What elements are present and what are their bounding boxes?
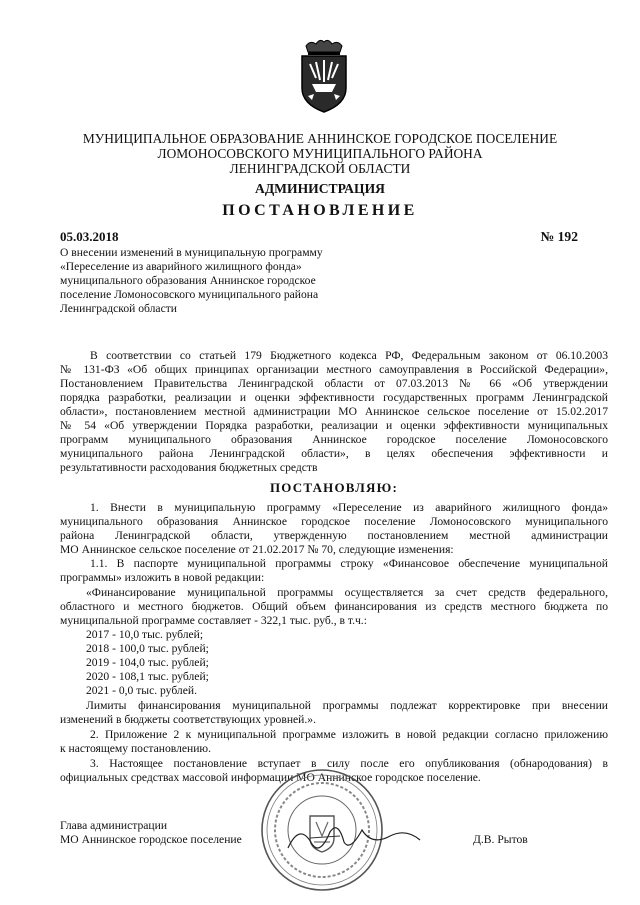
preamble-line: области», постановлением местной администрации МО Аннинское сельское поселение от 15.02.2017: [60, 405, 608, 418]
year-item: 2021 - 0,0 тыс. рублей.: [86, 684, 197, 697]
year-item: 2020 - 108,1 тыс. рублей;: [86, 670, 209, 683]
item-1-line: 1. Внести в муниципальную программу «Переселение из аварийного жилищного фонда»: [90, 501, 608, 514]
item-2-line: 2. Приложение 2 к муниципальной программе изложить в новой редакции согласно приложению: [90, 728, 608, 741]
document-date: 05.03.2018: [60, 229, 119, 244]
header-line-3: ЛЕНИНГРАДСКОЙ ОБЛАСТИ: [229, 161, 411, 176]
item-1-1-line: программы» изложить в новой редакции:: [60, 571, 265, 584]
preamble-line: № 131-ФЗ «Об общих принципах организации местного самоуправления в Российской Федерации»,: [60, 363, 608, 376]
subject-line: муниципального образования Аннинское городское: [60, 274, 316, 287]
preamble-line: порядка разработки, реализации и оценки эффективности государственных программ Ленинградской: [60, 391, 608, 404]
limits-line: изменений в бюджеты соответствующих уровней.».: [60, 713, 316, 726]
financing-paragraph: [60, 586, 608, 628]
signatory-name: Д.В. Рытов: [473, 833, 528, 846]
administration-heading: АДМИНИСТРАЦИЯ: [255, 181, 385, 196]
subject-line: Ленинградской области: [60, 302, 177, 315]
preamble-line: № 54 «Об утверждении Порядка разработки, реализации и оценки эффективности муниципальных: [60, 419, 608, 432]
item-3-line: официальных средствах массовой информации МО Аннинское городское поселение.: [60, 771, 481, 784]
item-1-line: МО Аннинское сельское поселение от 21.02.2017 № 70, следующие изменения:: [60, 543, 454, 556]
item-3-line: 3. Настоящее постановление вступает в силу после его опубликования (обнародования) в: [90, 757, 608, 770]
item-2-line: к настоящему постановлению.: [60, 742, 211, 755]
document-title: ПОСТАНОВЛЕНИЕ: [222, 202, 418, 219]
year-item: 2018 - 100,0 тыс. рублей;: [86, 642, 209, 655]
coat-of-arms-emblem: [296, 38, 352, 114]
limits-paragraph: [60, 699, 608, 727]
financing-by-year-list: [86, 628, 386, 698]
item-1-paragraph: [60, 501, 608, 557]
signatory-position-line-1: Глава администрации: [60, 819, 168, 832]
year-item: 2019 - 104,0 тыс. рублей;: [86, 656, 209, 669]
item-2-paragraph: [60, 728, 608, 756]
header-line-1: МУНИЦИПАЛЬНОЕ ОБРАЗОВАНИЕ АННИНСКОЕ ГОРОДСКОЕ ПОСЕЛЕНИЕ: [82, 131, 558, 146]
subject-line: поселение Ломоносовского муниципального района: [60, 288, 319, 301]
preamble-line: результативности расходования бюджетных средств: [60, 461, 318, 474]
financing-line: муниципальной программе составляет - 322,1 тыс. руб., в т.ч.:: [60, 614, 367, 627]
preamble-line: Постановлением Правительства Ленинградской области от 07.03.2013 № 66 «Об утверждении: [60, 377, 608, 390]
limits-line: Лимиты финансирования муниципальной программы подлежат корректировке при внесении: [86, 699, 608, 712]
subject-line: О внесении изменений в муниципальную программу: [60, 246, 323, 259]
preamble-line: В соответствии со статьей 179 Бюджетного кодекса РФ, Федеральным законом от 06.10.2003: [90, 349, 608, 362]
subject-line: «Переселение из аварийного жилищного фонда»: [60, 260, 302, 273]
document-number: № 192: [540, 229, 578, 244]
year-item: 2017 - 10,0 тыс. рублей;: [86, 628, 204, 641]
financing-line: областного и местного бюджетов. Общий объем финансирования из средств местного бюджета по: [60, 600, 608, 613]
handwritten-signature: [280, 818, 430, 858]
document-subject: [60, 246, 360, 316]
item-1-1-paragraph: [60, 557, 608, 585]
item-1-line: муниципального образования Аннинское городское поселение Ломоносовского муниципального: [60, 515, 608, 528]
item-1-line: района Ленинградской области, утвержденную постановлением местной администрации: [60, 529, 608, 542]
signatory-position-line-2: МО Аннинское городское поселение: [60, 833, 242, 846]
preamble-paragraph: [60, 349, 608, 475]
header-line-2: ЛОМОНОСОВСКОГО МУНИЦИПАЛЬНОГО РАЙОНА: [157, 146, 483, 161]
item-1-1-line: 1.1. В паспорте муниципальной программы строку «Финансовое обеспечение муниципальной: [90, 557, 608, 570]
preamble-line: программ муниципального образования Аннинское городское поселение Ломоносовского: [60, 433, 608, 446]
preamble-line: муниципального района Ленинградской области», в целях обеспечения эффективности и: [60, 447, 608, 460]
resolve-heading: ПОСТАНОВЛЯЮ:: [269, 480, 399, 495]
financing-line: «Финансирование муниципальной программы осуществляется за счет средств федерального,: [86, 586, 608, 599]
